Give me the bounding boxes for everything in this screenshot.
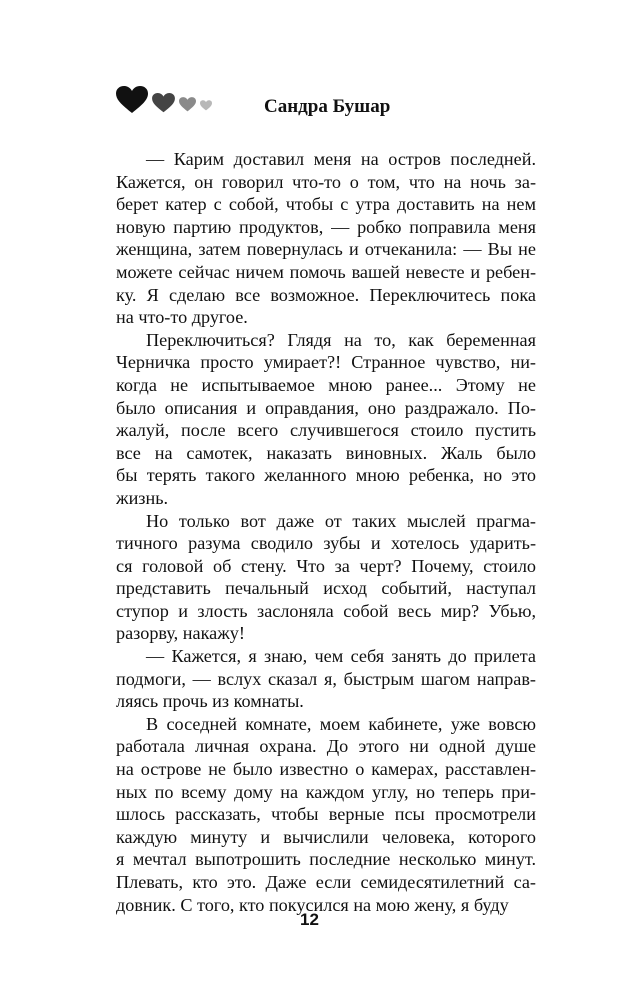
running-header (116, 86, 516, 126)
text-line: ляясь прочь из комнаты. (116, 691, 304, 712)
text-line: представить печальный исход событий, наступал (116, 578, 536, 599)
text-line: Переключиться? Глядя на то, как беременная (146, 329, 536, 350)
text-line: Кажется, он говорил что-то о том, что на ночь за- (116, 171, 536, 192)
text-line: ступор и злость заслоняла собой весь мир? Убью, (116, 600, 536, 621)
text-line: на острове не было известно о камерах, расставлен- (116, 759, 536, 780)
text-line: жалуй, после всего случившегося стоило пустить (116, 420, 536, 441)
text-line: — Кажется, я знаю, чем себя занять до прилета (146, 646, 536, 667)
text-line: жизнь. (116, 487, 169, 508)
heart-icon (200, 100, 212, 111)
text-line: женщина, затем повернулась и отчеканила: — Вы не (116, 239, 536, 260)
text-line: когда не испытываемое мною ранее... Этому не (116, 374, 536, 395)
text-line: тичного разума сводило зубы и хотелось ударить- (116, 533, 536, 554)
heart-icon (152, 93, 175, 113)
text-line: В соседней комнате, моем кабинете, уже вовсю (146, 713, 536, 734)
page-number: 12 (300, 910, 319, 929)
hearts-ornament (116, 86, 226, 126)
text-line: все на самотек, наказать виновных. Жаль было (116, 442, 536, 463)
text-line: шлось рассказать, чтобы верные псы просмотрели (116, 804, 536, 825)
text-line: можете сейчас ничем помочь вашей невесте и ребен- (116, 261, 536, 282)
body-text (116, 148, 536, 916)
text-line: я мечтал выпотрошить последние несколько минут. (116, 849, 536, 870)
text-line: Но только вот даже от таких мыслей прагма- (146, 510, 536, 531)
text-line: каждую минуту и вычислили человека, которого (116, 826, 536, 847)
text-line: бы терять такого желанного мною ребенка, но это (116, 465, 536, 486)
text-line: берет катер с собой, чтобы с утра доставить на нем (116, 194, 536, 215)
text-line: Черничка просто умирает?! Странное чувство, ни- (116, 352, 536, 373)
text-line: разорву, накажу! (116, 623, 245, 644)
text-line: новую партию продуктов, — робко поправила меня (116, 216, 536, 237)
text-line: довник. С того, кто покусился на мою жену, я буду (116, 894, 509, 915)
text-line: работала личная охрана. До этого ни одной душе (116, 736, 536, 757)
text-line: подмоги, — вслух сказал я, быстрым шагом направ- (116, 668, 536, 689)
heart-icon (179, 97, 196, 112)
author-name: Сандра Бушар (264, 96, 391, 117)
text-line: было описания и оправдания, оно раздражало. По- (116, 397, 536, 418)
text-line: Плевать, кто это. Даже если семидесятилетний са- (116, 872, 536, 892)
text-line: — Карим доставил меня на остров последней. (146, 149, 536, 169)
text-line: на что-то другое. (116, 307, 248, 328)
text-line: ся головой об стену. Что за черт? Почему, стоило (116, 555, 536, 576)
text-line: ных по всему дому на каждом углу, но теперь при- (116, 781, 536, 802)
text-line: ку. Я сделаю все возможное. Переключитесь пока (116, 284, 536, 305)
heart-icon (116, 86, 148, 114)
